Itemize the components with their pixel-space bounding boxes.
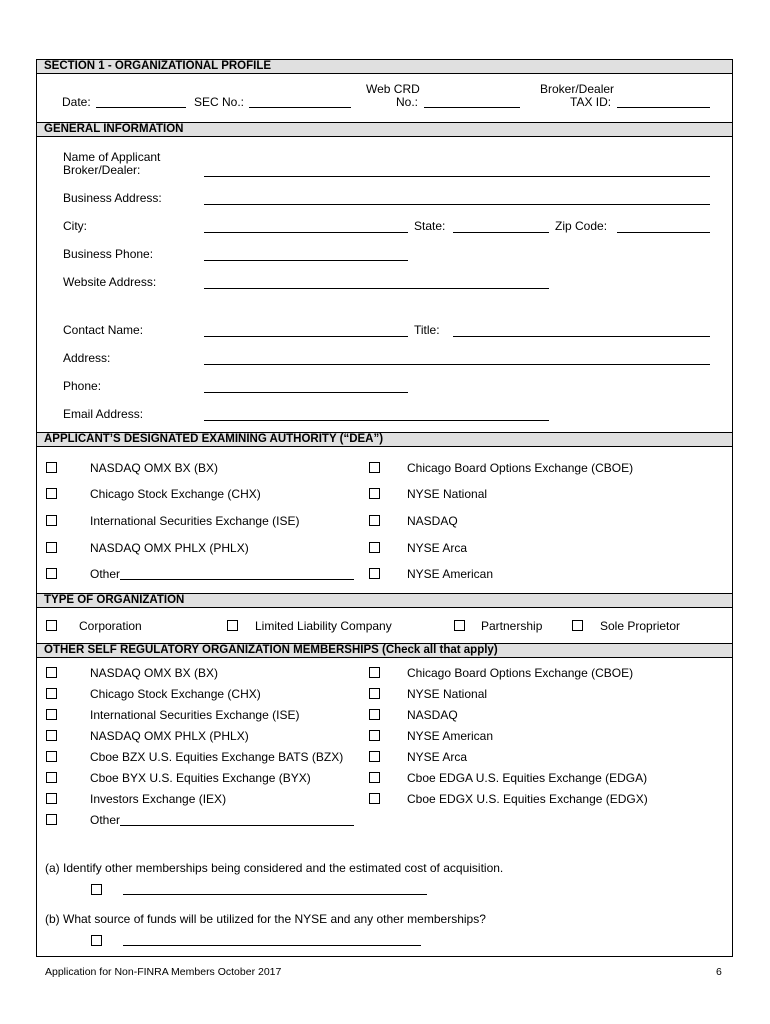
question-b-checkbox[interactable] [91,935,102,946]
dea-checkbox[interactable] [46,515,57,526]
dea-option: NYSE Arca [407,541,468,555]
sro-checkbox[interactable] [369,751,380,762]
dea-checkbox[interactable] [369,515,380,526]
sro-checkbox[interactable] [369,730,380,741]
llc-label: Limited Liability Company [255,619,392,633]
dea-option: NYSE National [407,487,488,501]
sro-option: Cboe EDGX U.S. Equities Exchange (EDGX) [407,792,648,806]
dea-checkbox[interactable] [46,542,57,553]
question-a: (a) Identify other memberships being considered and the estimated cost of acquisition. [45,861,504,875]
address-label: Address: [63,351,111,365]
tax-id-field[interactable] [617,107,710,108]
sro-option: Chicago Stock Exchange (CHX) [90,687,261,701]
sro-checkbox[interactable] [369,688,380,699]
footer-title: Application for Non-FINRA Members October 2017 [45,966,282,978]
llc-checkbox[interactable] [227,620,238,631]
tax-id-label: TAX ID: [570,95,612,109]
corporation-label: Corporation [79,619,142,633]
dea-option: Chicago Stock Exchange (CHX) [90,487,261,501]
general-header: GENERAL INFORMATION [37,122,732,137]
sro-header: OTHER SELF REGULATORY ORGANIZATION MEMBERSHIPS (Check all that apply) [37,643,732,658]
sro-option-other: Other [90,813,121,827]
applicant-label: Name of Applicant [63,150,161,164]
title-label: Title: [414,323,440,337]
question-b-field[interactable] [123,945,421,946]
sro-checkbox[interactable] [46,730,57,741]
section1-header: SECTION 1 - ORGANIZATIONAL PROFILE [37,59,732,74]
dea-checkbox[interactable] [369,462,380,473]
sole-proprietor-checkbox[interactable] [572,620,583,631]
dea-option: International Securities Exchange (ISE) [90,514,300,528]
page-number: 6 [716,966,722,978]
city-field[interactable] [204,232,408,233]
sec-no-field[interactable] [249,107,351,108]
phone-field[interactable] [204,392,408,393]
sro-option: Chicago Board Options Exchange (CBOE) [407,666,634,680]
sro-option: International Securities Exchange (ISE) [90,708,300,722]
sole-proprietor-label: Sole Proprietor [600,619,681,633]
sro-checkbox[interactable] [46,772,57,783]
city-label: City: [63,219,87,233]
applicant-label-2: Broker/Dealer: [63,163,141,177]
dea-checkbox[interactable] [46,462,57,473]
sro-option: NYSE National [407,687,488,701]
zip-field[interactable] [617,232,710,233]
sro-option: NASDAQ [407,708,458,722]
applicant-field[interactable] [204,176,710,177]
business-address-label: Business Address: [63,191,162,205]
sro-option: Cboe BYX U.S. Equities Exchange (BYX) [90,771,311,785]
dea-checkbox[interactable] [369,488,380,499]
dea-option: NYSE American [407,567,494,581]
webcrd-field[interactable] [424,107,520,108]
sro-checkbox[interactable] [46,688,57,699]
sro-checkbox[interactable] [369,793,380,804]
dea-other-field[interactable] [120,579,354,580]
sro-checkbox[interactable] [46,709,57,720]
dea-option-other: Other [90,567,121,581]
org-type-header: TYPE OF ORGANIZATION [37,593,732,608]
date-field[interactable] [96,107,186,108]
webcrd-label: Web CRD [366,82,420,96]
partnership-checkbox[interactable] [454,620,465,631]
question-a-checkbox[interactable] [91,884,102,895]
sro-checkbox[interactable] [369,667,380,678]
dea-checkbox[interactable] [369,542,380,553]
state-label: State: [414,219,446,233]
sro-option: NYSE Arca [407,750,468,764]
sro-option: NASDAQ OMX BX (BX) [90,666,219,680]
email-label: Email Address: [63,407,144,421]
sro-option: Investors Exchange (IEX) [90,792,227,806]
contact-name-field[interactable] [204,336,408,337]
sro-checkbox[interactable] [46,751,57,762]
dea-option: Chicago Board Options Exchange (CBOE) [407,461,634,475]
dea-checkbox-other[interactable] [46,568,57,579]
website-label: Website Address: [63,275,157,289]
question-b: (b) What source of funds will be utilized for the NYSE and any other memberships? [45,912,486,926]
sro-checkbox-other[interactable] [46,814,57,825]
sec-no-label: SEC No.: [194,95,245,109]
dea-option: NASDAQ OMX BX (BX) [90,461,219,475]
business-phone-label: Business Phone: [63,247,154,261]
question-a-field[interactable] [123,894,427,895]
dea-checkbox[interactable] [369,568,380,579]
date-label: Date: [62,95,91,109]
business-address-field[interactable] [204,204,710,205]
sro-checkbox[interactable] [369,772,380,783]
sro-option: Cboe EDGA U.S. Equities Exchange (EDGA) [407,771,648,785]
webcrd-no-label: No.: [396,95,419,109]
title-field[interactable] [453,336,710,337]
sro-other-field[interactable] [120,825,354,826]
state-field[interactable] [453,232,549,233]
address-field[interactable] [204,364,710,365]
dea-checkbox[interactable] [46,488,57,499]
partnership-label: Partnership [481,619,543,633]
website-field[interactable] [204,288,549,289]
sro-option: Cboe BZX U.S. Equities Exchange BATS (BZX) [90,750,344,764]
business-phone-field[interactable] [204,260,408,261]
zip-label: Zip Code: [555,219,608,233]
phone-label: Phone: [63,379,102,393]
email-field[interactable] [204,420,549,421]
dea-header: APPLICANT’S DESIGNATED EXAMINING AUTHORITY (“DEA”) [37,432,732,447]
sro-checkbox[interactable] [46,793,57,804]
sro-option: NYSE American [407,729,494,743]
contact-name-label: Contact Name: [63,323,144,337]
dea-option: NASDAQ OMX PHLX (PHLX) [90,541,249,555]
sro-checkbox[interactable] [46,667,57,678]
broker-dealer-label: Broker/Dealer [540,82,615,96]
sro-checkbox[interactable] [369,709,380,720]
sro-option: NASDAQ OMX PHLX (PHLX) [90,729,249,743]
dea-option: NASDAQ [407,514,458,528]
corporation-checkbox[interactable] [46,620,57,631]
